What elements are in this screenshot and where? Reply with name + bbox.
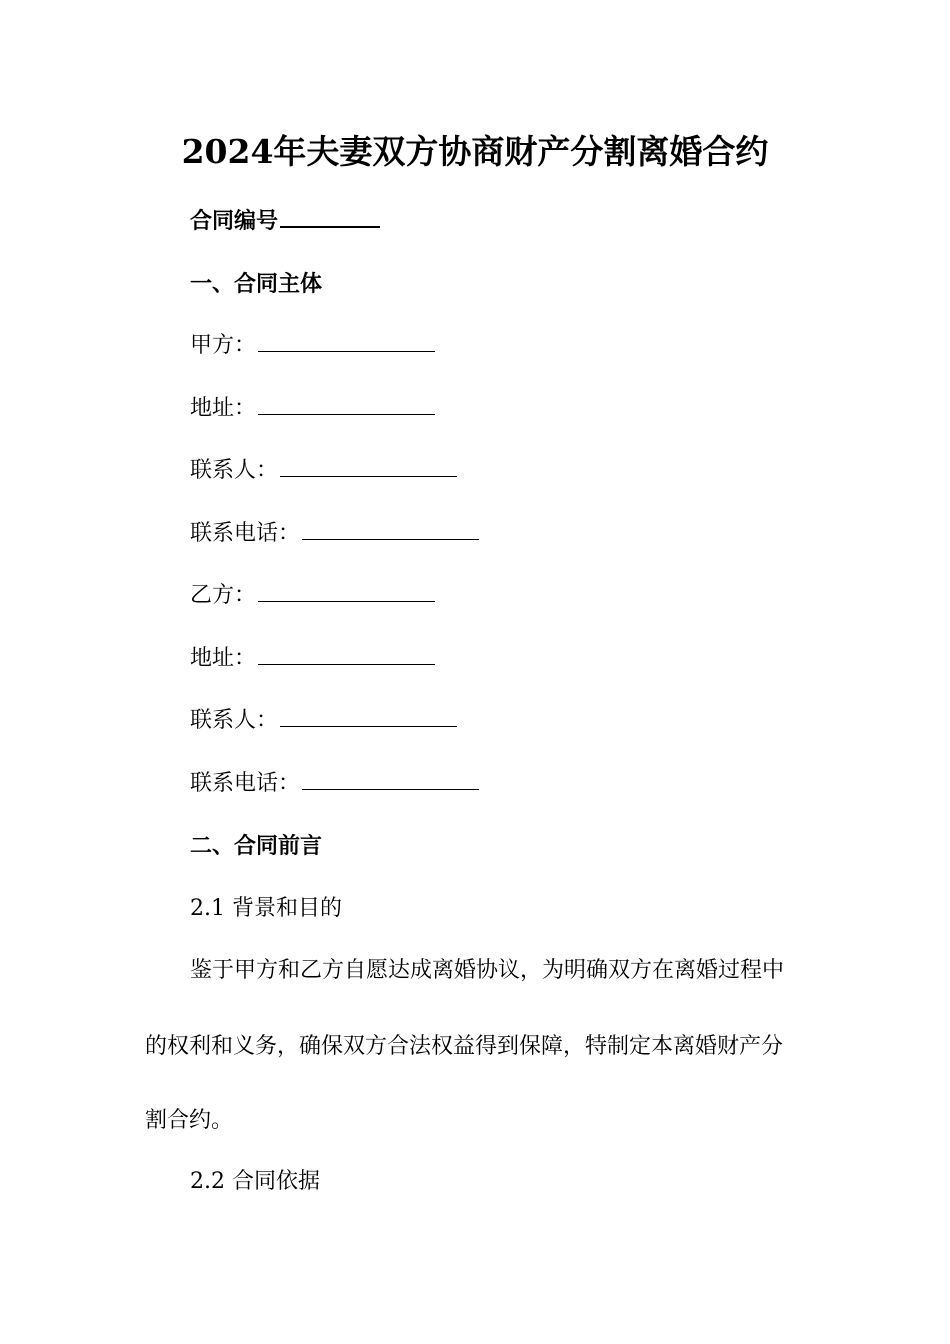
party-a-name-line — [190, 330, 435, 362]
paragraph-2-1 — [145, 955, 810, 1135]
party-a-contact-blank[interactable] — [280, 458, 457, 477]
section-2-heading: 二、合同前言 — [190, 833, 323, 859]
party-b-phone-line — [190, 768, 479, 800]
party-a-name-blank[interactable] — [258, 333, 435, 352]
party-b-name-line — [190, 580, 435, 612]
party-b-address-label: 地址： — [190, 646, 257, 671]
party-b-name-label: 乙方： — [190, 583, 257, 608]
document-title: 2024年夫妻双方协商财产分割离婚合约 — [181, 132, 769, 171]
section-1-heading: 一、合同主体 — [190, 271, 323, 297]
party-a-name-label: 甲方： — [190, 333, 257, 358]
party-a-address-label: 地址： — [190, 396, 257, 421]
subsection-2-2-heading: 2.2 合同依据 — [190, 1169, 320, 1194]
party-a-contact-line — [190, 455, 457, 487]
party-a-address-blank[interactable] — [258, 396, 435, 415]
party-b-contact-blank[interactable] — [280, 708, 457, 727]
party-a-phone-label: 联系电话： — [190, 521, 301, 546]
contract-number-blank[interactable] — [280, 208, 380, 228]
paragraph-2-1-line-2: 的权利和义务，确保双方合法权益得到保障，特制定本离婚财产分 — [145, 1034, 784, 1059]
paragraph-2-1-line-1: 鉴于甲方和乙方自愿达成离婚协议，为明确双方在离婚过程中 — [190, 958, 785, 983]
party-a-phone-blank[interactable] — [302, 521, 479, 540]
party-b-contact-label: 联系人： — [190, 708, 279, 733]
party-b-contact-line — [190, 705, 457, 737]
party-b-phone-blank[interactable] — [302, 771, 479, 790]
party-b-address-blank[interactable] — [258, 646, 435, 665]
party-a-contact-label: 联系人： — [190, 458, 279, 483]
paragraph-2-1-line-3: 割合约。 — [145, 1108, 234, 1133]
subsection-2-1-heading: 2.1 背景和目的 — [190, 896, 342, 921]
party-b-name-blank[interactable] — [258, 583, 435, 602]
party-a-phone-line — [190, 518, 479, 550]
contract-number-line — [190, 205, 380, 237]
party-b-address-line — [190, 643, 435, 675]
party-b-phone-label: 联系电话： — [190, 771, 301, 796]
contract-number-label: 合同编号 — [190, 208, 279, 234]
party-a-address-line — [190, 393, 435, 425]
